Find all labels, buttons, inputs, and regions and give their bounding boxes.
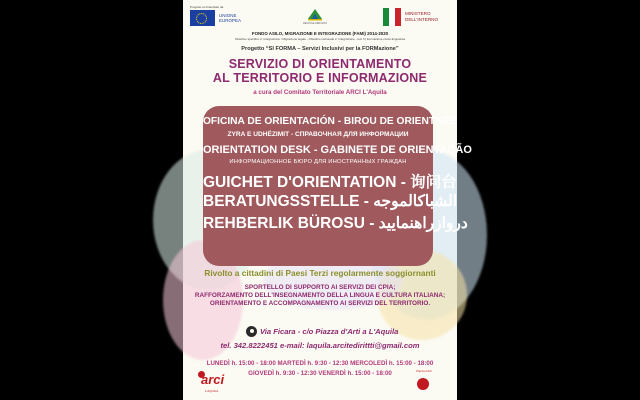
arci-logo-sub: L'AQUILA bbox=[205, 389, 219, 393]
page-title-line2: AL TERRITORIO E INFORMAZIONE bbox=[212, 71, 428, 85]
partner-logo-icon bbox=[417, 378, 429, 390]
multilingual-line: REHBERLIK BÜROSU - دروازراهنمایید bbox=[203, 215, 468, 232]
service-item: ORIENTAMENTO E ACCOMPAGNAMENTO AI SERVIZI DEL TERRITORIO. bbox=[209, 300, 431, 307]
address: Via Ficara - c/o Piazza d'Arti a L'Aquila bbox=[260, 327, 399, 336]
poster bbox=[183, 0, 472, 400]
location-pin-icon bbox=[246, 326, 257, 337]
target-audience: Rivolto a cittadini di Paesi Terzi regolarmente soggiornanti bbox=[204, 268, 436, 278]
eu-label: UNIONE EUROPEA bbox=[219, 13, 242, 23]
project-line: Progetto “SI FORMA – Servizi Inclusivi per la FORMazione” bbox=[241, 46, 399, 52]
opening-hours: GIOVEDÌ h. 9:30 - 12:30 VENERDÌ h. 15:00 - 18:00 bbox=[248, 370, 392, 377]
logo-header bbox=[183, 3, 457, 31]
arci-logo: arci bbox=[201, 372, 225, 387]
opening-hours: LUNEDÌ h. 15:00 - 18:00 MARTEDÌ h. 9:30 - 12:30 MERCOLEDÌ h. 15:00 - 18:00 bbox=[206, 360, 434, 367]
multilingual-line: ORIENTATION DESK - GABINETE DE ORIENTAÇÃO bbox=[203, 144, 472, 156]
italian-emblem-icon bbox=[383, 8, 401, 26]
region-caption: REGIONE ABRUZZO bbox=[302, 22, 328, 25]
multilingual-line: BERATUNGSSTELLE - الشباكالموجه bbox=[203, 193, 458, 210]
contacts: tel. 342.8222451 e-mail: laquila.arcitedirittti@gmail.com bbox=[220, 341, 420, 350]
multilingual-line: OFICINA DE ORIENTACIÓN - BIROU DE ORIENTARE bbox=[203, 116, 456, 127]
eu-caption: Progetto co-finanziato da bbox=[190, 5, 224, 9]
page-title: SERVIZIO DI ORIENTAMENTO bbox=[228, 57, 412, 71]
objective-line: Obiettivo specifico 2. Integrazione / Migrazione legale - Obiettivo nazionale 2. Integrazione - lett. h) Formazione civico-linguistica bbox=[234, 37, 406, 41]
multilingual-line: ZYRA E UDHËZIMIT - СПРАВОЧНАЯ ДЛЯ ИНФОРМАЦИИ bbox=[227, 131, 409, 138]
partner-logo-caption: Piazza d'Arti bbox=[416, 369, 432, 373]
fund-line: FONDO ASILO, MIGRAZIONE E INTEGRAZIONE (FAMI) 2014-2020 bbox=[251, 31, 389, 36]
ministry-label: MINISTERO DELL'INTERNO bbox=[405, 11, 439, 22]
service-item: RAFFORZAMENTO DELL'INSEGNAMENTO DELLA LINGUA E CULTURA ITALIANA; bbox=[194, 292, 446, 299]
multilingual-line: GUICHET D'ORIENTATION - 询问台 bbox=[203, 174, 457, 191]
multilingual-line: ИНФОРМАЦИОННОЕ БЮРО ДЛЯ ИНОСТРАННЫХ ГРАЖДАН bbox=[229, 159, 407, 165]
service-item: SPORTELLO DI SUPPORTO AI SERVIZI DEI CPIA; bbox=[244, 284, 396, 291]
abruzzo-region-icon bbox=[306, 7, 324, 21]
services-list bbox=[183, 284, 457, 308]
multilingual-box bbox=[203, 106, 472, 266]
byline: a cura del Comitato Territoriale ARCI L'Aquila bbox=[253, 89, 387, 96]
eu-flag-icon bbox=[190, 10, 215, 26]
